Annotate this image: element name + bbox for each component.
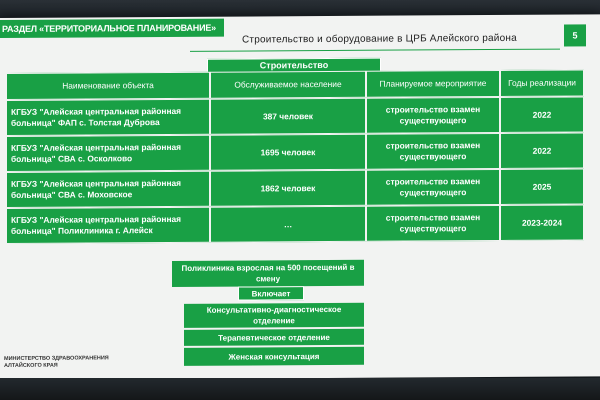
planned-action: строительство взамен существующего xyxy=(366,133,500,170)
ministry-line-2: АЛТАЙСКОГО КРАЯ xyxy=(4,362,58,369)
years: 2023-2024 xyxy=(500,204,584,241)
column-header-action: Планируемое мероприятие xyxy=(366,70,500,98)
object-name: КГБУЗ "Алейская центральная районная больница" СВА с. Моховское xyxy=(6,171,210,208)
department-box: Терапевтическое отделение xyxy=(184,329,364,346)
department-box: Консультативно-диагностическое отделение xyxy=(184,303,364,328)
polyclinic-box: Поликлиника взрослая на 500 посещений в смену xyxy=(172,260,364,287)
page-number: 5 xyxy=(564,24,586,46)
ministry-footer xyxy=(4,355,109,370)
population: … xyxy=(210,206,366,243)
population: 1862 человек xyxy=(210,170,366,207)
object-name: КГБУЗ "Алейская центральная районная больница" ФАП с. Толстая Дуброва xyxy=(6,99,210,136)
table-group-label: Строительство xyxy=(207,58,381,74)
column-header-years: Годы реализации xyxy=(500,69,584,97)
section-label: РАЗДЕЛ «ТЕРРИТОРИАЛЬНОЕ ПЛАНИРОВАНИЕ» xyxy=(0,19,224,38)
construction-table xyxy=(6,69,584,244)
includes-box: Включает xyxy=(238,286,304,300)
years: 2022 xyxy=(500,96,584,133)
population: 1695 человек xyxy=(210,134,366,171)
header-divider xyxy=(190,49,560,52)
bottom-bezel xyxy=(0,378,600,400)
slide-title: Строительство и оборудование в ЦРБ Алейского района xyxy=(242,32,517,46)
planned-action: строительство взамен существующего xyxy=(366,169,500,206)
object-name: КГБУЗ "Алейская центральная районная больница" Поликлиника г. Алейск xyxy=(6,207,210,244)
object-name: КГБУЗ "Алейская центральная районная больница" СВА с. Осколково xyxy=(6,135,210,172)
table-row xyxy=(6,204,584,244)
years: 2025 xyxy=(500,168,584,205)
ministry-line-1: МИНИСТЕРСТВО ЗДРАВООХРАНЕНИЯ xyxy=(4,355,109,362)
table-header-row xyxy=(6,69,584,100)
population: 387 человек xyxy=(210,98,366,135)
slide xyxy=(0,14,600,380)
table-row xyxy=(6,132,584,172)
planned-action: строительство взамен существующего xyxy=(366,205,500,242)
column-header-name: Наименование объекта xyxy=(6,72,210,100)
years: 2022 xyxy=(500,132,584,169)
planned-action: строительство взамен существующего xyxy=(366,97,500,134)
table-row xyxy=(6,168,584,208)
table-row xyxy=(6,96,584,136)
department-box: Женская консультация xyxy=(184,347,364,366)
column-header-population: Обслуживаемое население xyxy=(210,71,366,99)
